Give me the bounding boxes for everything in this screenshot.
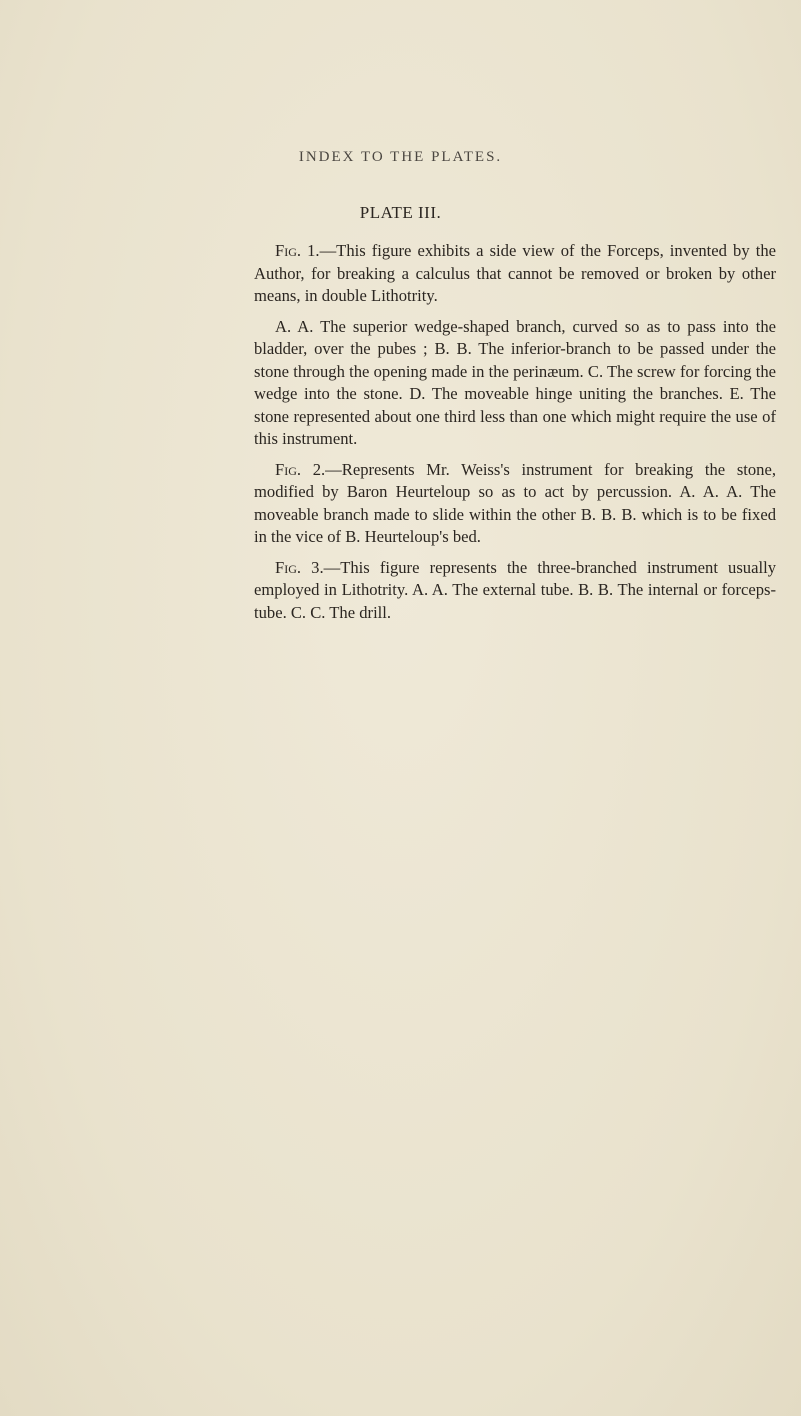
fig-label: Fig. <box>275 241 302 260</box>
fig-label: Fig. <box>275 557 302 577</box>
paragraph-text: 3.—This figure represents the three-branched instrument usually employed in Lithotrity. A. A. The external tube. B. B. The internal or forceps-tube. C. C. The drill. <box>254 557 776 622</box>
plate-title: PLATE III. <box>359 203 442 222</box>
fig-label: Fig. <box>275 459 302 479</box>
running-head: INDEX TO THE PLATES. <box>298 149 503 165</box>
paragraph-fig-2 <box>254 459 776 549</box>
paragraph-text: 2.—Represents Mr. Weiss's instrument for breaking the stone, modified by Baron Heurteloup so as to act by percussion. A. A. A. The moveable branch made to slide within the other B. B. B. which is to be fixed in the vice of B. Heurteloup's bed. <box>254 459 776 546</box>
paragraph-fig-3 <box>254 557 776 625</box>
paragraph-text: A. A. The superior wedge-shaped branch, curved so as to pass into the bladder, over the pubes ; B. B. The inferior-branch to be passed under the stone through the opening made in the perinæum. C. The screw for forcing the wedge into the stone. D. The moveable hinge uniting the branches. E. The stone represented about one third less than one which might require the use of this instrument. <box>254 316 776 448</box>
paragraph-text: 1.—This figure exhibits a side view of the Forceps, invented by the Author, for breaking a calculus that cannot be removed or broken by other means, in double Lithotrity. <box>254 241 776 305</box>
paragraph-fig-1-key <box>254 316 776 451</box>
paragraph-fig-1 <box>254 240 776 308</box>
body-text <box>254 240 776 1240</box>
